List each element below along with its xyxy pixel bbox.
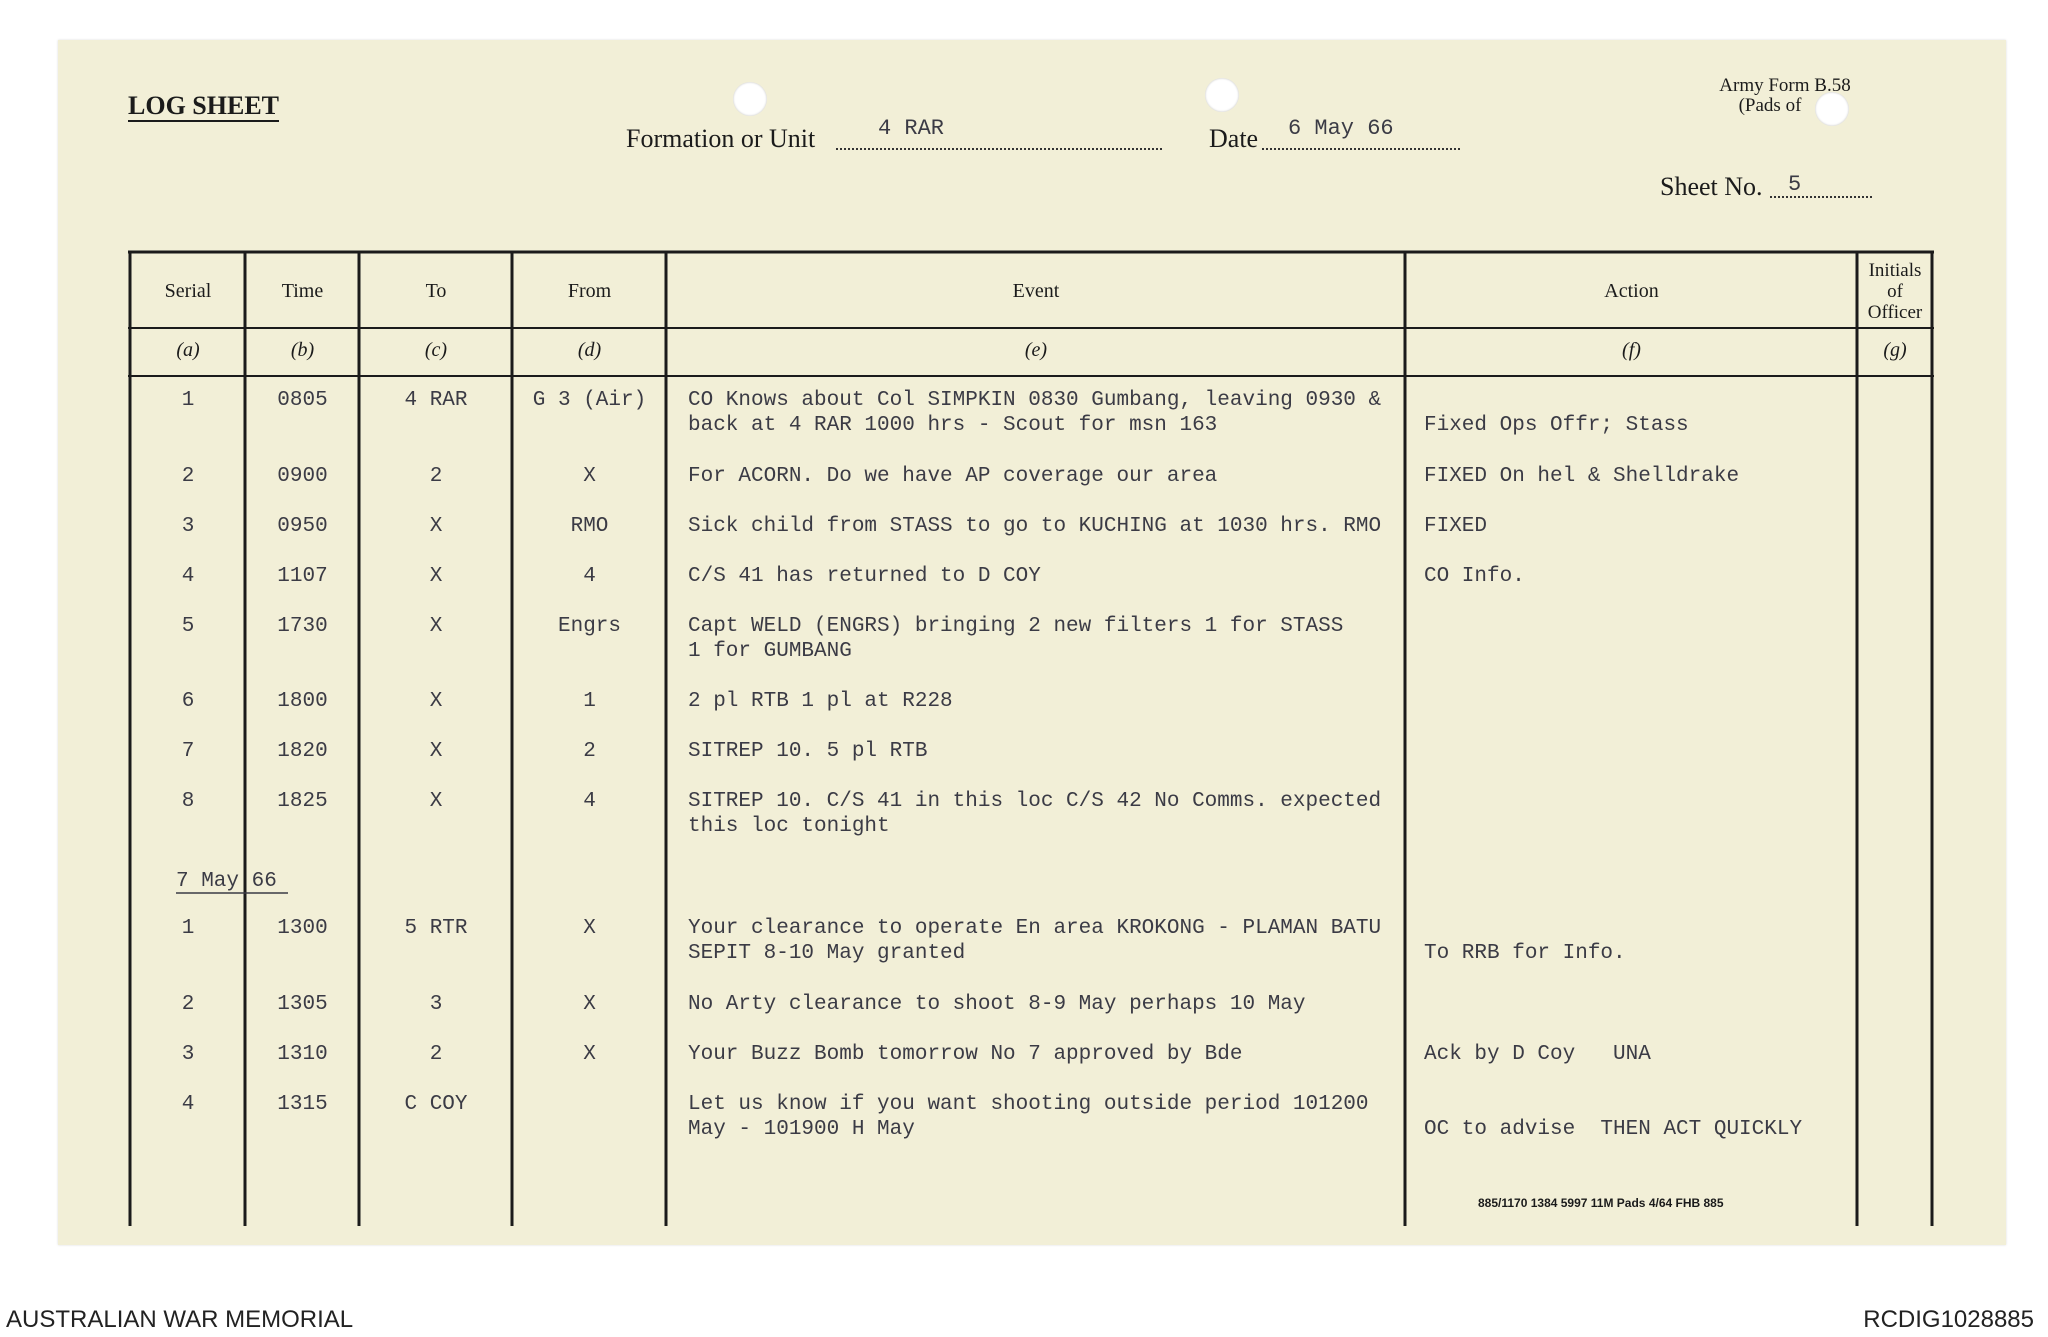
date-label: Date — [1209, 124, 1259, 153]
cell-from: 4 — [583, 565, 596, 588]
cell-serial: 5 — [181, 615, 195, 638]
sheet-value: 5 — [1788, 172, 1802, 197]
cell-to: 4 RAR — [404, 389, 468, 412]
date-break-label: 7 May 66 — [176, 870, 277, 893]
cell-from: X — [583, 465, 596, 488]
col-letter-b: (b) — [290, 339, 315, 361]
cell-to: 5 RTR — [404, 917, 468, 940]
pads-of-note: (Pads of — [1738, 95, 1802, 116]
cell-serial: 8 — [181, 790, 195, 813]
cell-from: X — [583, 993, 596, 1016]
cell-serial: 2 — [181, 465, 195, 488]
cell-to: X — [429, 565, 443, 588]
cell-time: 1820 — [277, 740, 328, 763]
cell-event: C/S 41 has returned to D COY — [688, 565, 1041, 588]
cell-serial: 3 — [181, 1043, 195, 1066]
cell-serial: 3 — [181, 515, 195, 538]
col-letter-c: (c) — [424, 339, 448, 361]
cell-event: Sick child from STASS to go to KUCHING at 1030 hrs. RMO — [688, 515, 1382, 538]
cell-event: Let us know if you want shooting outside period 101200 May - 101900 H May — [688, 1093, 1369, 1141]
col-header-event: Event — [1012, 279, 1060, 302]
cell-event: CO Knows about Col SIMPKIN 0830 Gumbang, leaving 0930 & back at 4 RAR 1000 hrs - Scout for msn 163 — [688, 389, 1382, 437]
cell-serial: 6 — [181, 690, 195, 713]
formation-value: 4 RAR — [878, 116, 945, 141]
formation-label: Formation or Unit — [626, 124, 816, 153]
cell-time: 0950 — [277, 515, 328, 538]
cell-to: X — [429, 615, 443, 638]
cell-time: 1825 — [277, 790, 328, 813]
cell-time: 1107 — [277, 565, 328, 588]
col-letter-d: (d) — [577, 339, 602, 361]
cell-from: 4 — [583, 790, 596, 813]
cell-event: No Arty clearance to shoot 8-9 May perhaps 10 May — [688, 993, 1306, 1016]
cell-from: RMO — [570, 515, 609, 538]
cell-event: For ACORN. Do we have AP coverage our area — [688, 465, 1218, 488]
cell-time: 1800 — [277, 690, 328, 713]
col-header-action: Action — [1604, 279, 1659, 302]
col-letter-f: (f) — [1622, 339, 1641, 361]
cell-from: X — [583, 917, 596, 940]
cell-to: 3 — [429, 993, 443, 1016]
cell-serial: 7 — [181, 740, 195, 763]
col-letter-e: (e) — [1024, 339, 1048, 361]
col-header-serial: Serial — [164, 279, 212, 302]
cell-from: 2 — [583, 740, 596, 763]
cell-serial: 4 — [181, 1093, 195, 1116]
cell-event: Capt WELD (ENGRS) bringing 2 new filters 1 for STASS 1 for GUMBANG — [688, 615, 1344, 663]
cell-action: Ack by D Coy UNA — [1424, 1043, 1651, 1066]
cell-time: 1310 — [277, 1043, 328, 1066]
cell-from: G 3 (Air) — [532, 389, 647, 412]
cell-event: SITREP 10. 5 pl RTB — [688, 740, 928, 763]
cell-event: 2 pl RTB 1 pl at R228 — [688, 690, 953, 713]
col-header-time: Time — [281, 279, 324, 302]
cell-action: OC to advise THEN ACT QUICKLY — [1424, 1118, 1803, 1141]
col-letter-g: (g) — [1883, 339, 1907, 361]
army-form-number: Army Form B.58 — [1719, 75, 1851, 96]
cell-event: SITREP 10. C/S 41 in this loc C/S 42 No Comms. expected this loc tonight — [688, 790, 1382, 838]
col-header-to: To — [425, 279, 447, 302]
cell-to: 2 — [429, 465, 443, 488]
cell-to: X — [429, 690, 443, 713]
cell-time: 0900 — [277, 465, 328, 488]
cell-from: 1 — [583, 690, 596, 713]
cell-serial: 1 — [181, 917, 195, 940]
col-header-initials: Initials of Officer — [1867, 259, 1923, 323]
cell-time: 1305 — [277, 993, 328, 1016]
col-letter-a: (a) — [176, 339, 200, 361]
cell-time: 1730 — [277, 615, 328, 638]
footer-right: RCDIG1028885 — [1863, 1306, 2034, 1333]
cell-serial: 2 — [181, 993, 195, 1016]
cell-time: 1315 — [277, 1093, 328, 1116]
cell-action: Fixed Ops Offr; Stass — [1424, 414, 1689, 437]
log-sheet-title: LOG SHEET — [128, 91, 279, 120]
col-header-from: From — [567, 279, 612, 302]
cell-action: FIXED On hel & Shelldrake — [1424, 465, 1740, 488]
cell-serial: 1 — [181, 389, 195, 412]
cell-to: C COY — [404, 1093, 468, 1116]
cell-time: 0805 — [277, 389, 328, 412]
cell-from: X — [583, 1043, 596, 1066]
cell-to: X — [429, 790, 443, 813]
cell-event: Your clearance to operate En area KROKONG - PLAMAN BATU SEPIT 8-10 May granted — [688, 917, 1382, 965]
cell-action: To RRB for Info. — [1424, 942, 1626, 965]
cell-action: FIXED — [1424, 515, 1488, 538]
cell-to: X — [429, 740, 443, 763]
cell-event: Your Buzz Bomb tomorrow No 7 approved by Bde — [688, 1043, 1243, 1066]
cell-to: 2 — [429, 1043, 443, 1066]
cell-from: Engrs — [557, 615, 621, 638]
footer-left: AUSTRALIAN WAR MEMORIAL — [6, 1306, 354, 1333]
sheet-label: Sheet No. — [1660, 172, 1763, 201]
cell-time: 1300 — [277, 917, 328, 940]
cell-action: CO Info. — [1424, 565, 1525, 588]
date-value: 6 May 66 — [1288, 116, 1394, 141]
cell-to: X — [429, 515, 443, 538]
cell-serial: 4 — [181, 565, 195, 588]
print-code: 885/1170 1384 5997 11M Pads 4/64 FHB 885 — [1478, 1196, 1724, 1210]
